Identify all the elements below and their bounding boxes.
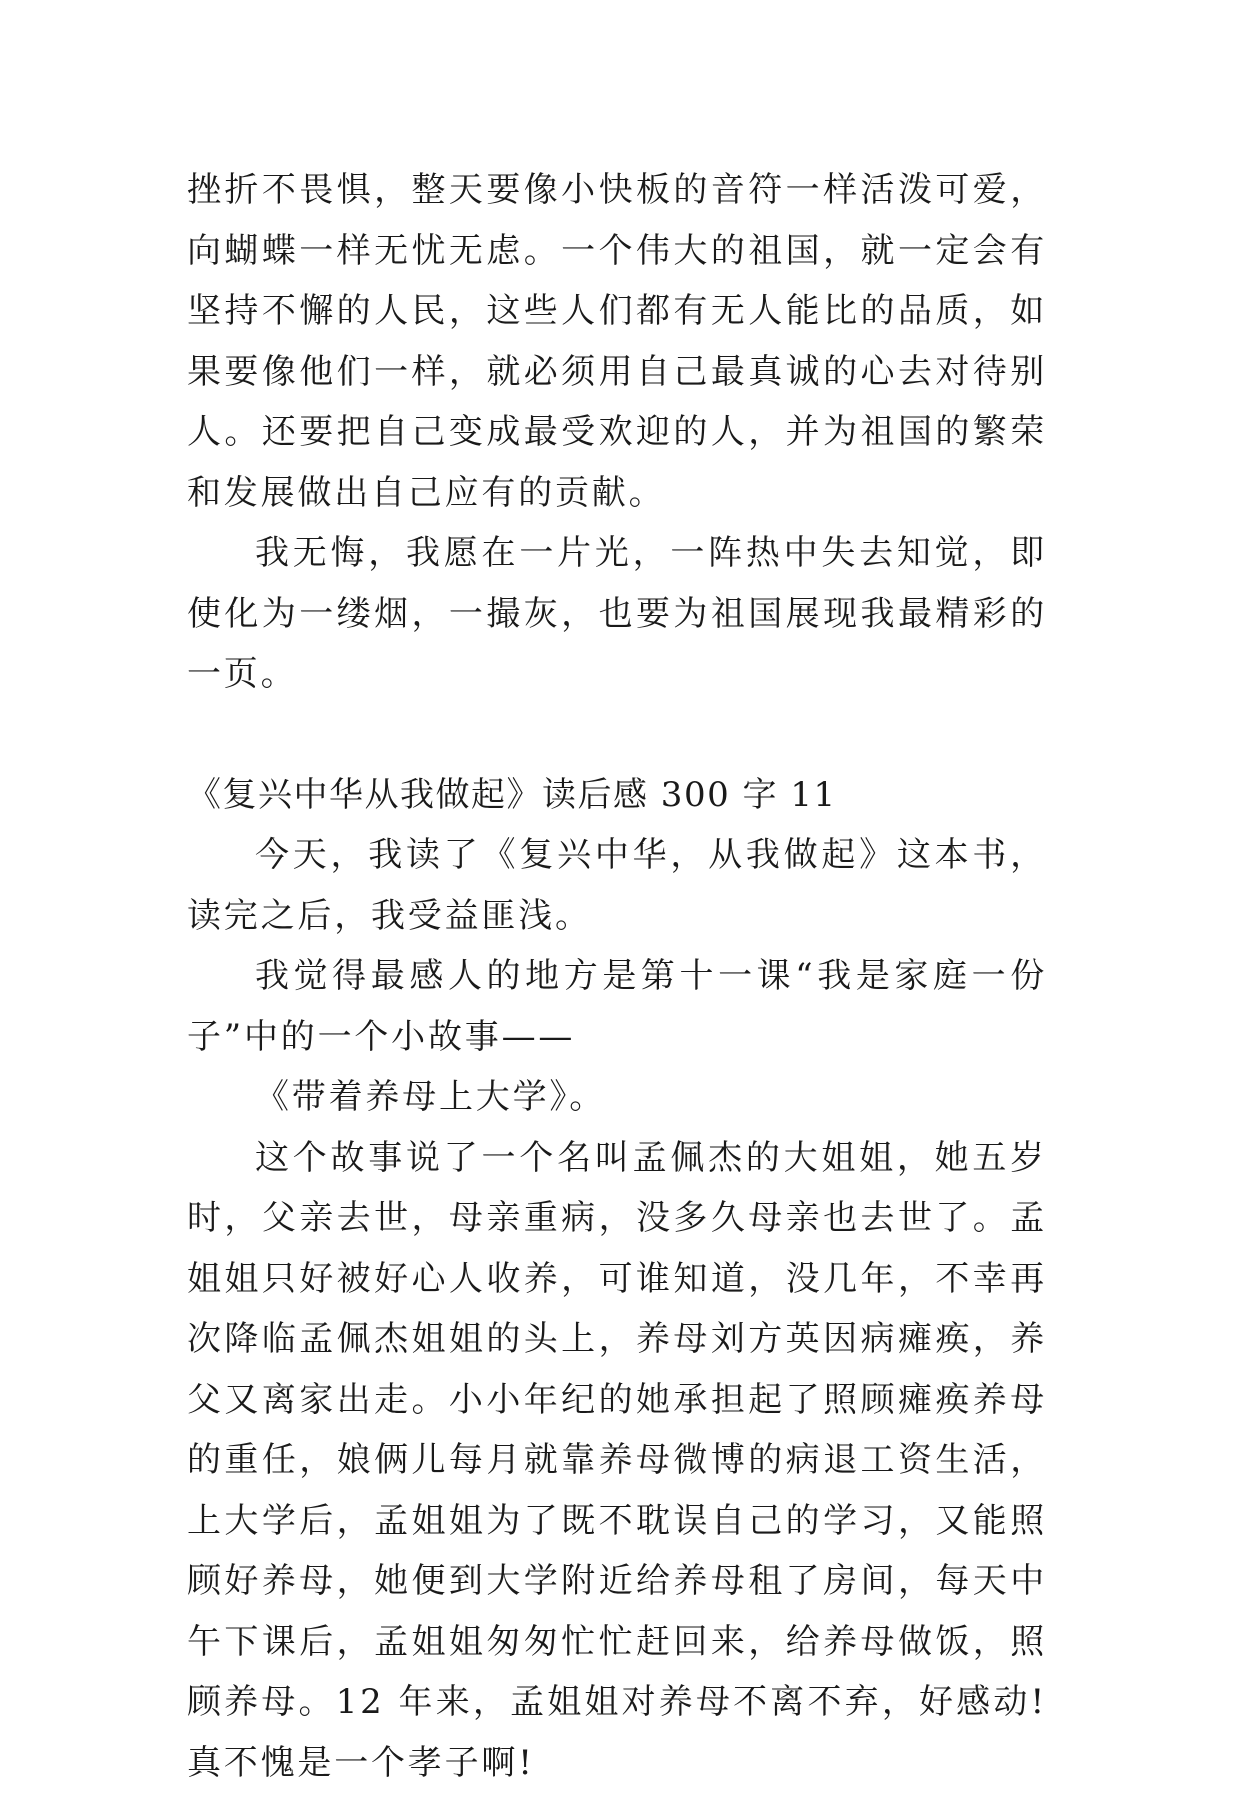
paragraph-no-regret: 我无悔，我愿在一片光，一阵热中失去知觉，即使化为一缕烟，一撮灰，也要为祖国展现我最精彩的一页。 bbox=[187, 523, 1047, 705]
paragraph-story-title: 《带着养母上大学》。 bbox=[187, 1067, 1047, 1128]
paragraph-most-touching: 我觉得最感人的地方是第十一课“我是家庭一份子”中的一个小故事—— bbox=[187, 946, 1047, 1067]
paragraph-today-read: 今天，我读了《复兴中华，从我做起》这本书，读完之后，我受益匪浅。 bbox=[187, 825, 1047, 946]
section-title: 《复兴中华从我做起》读后感 300 字 11 bbox=[187, 765, 1047, 826]
paragraph-story: 这个故事说了一个名叫孟佩杰的大姐姐，她五岁时，父亲去世，母亲重病，没多久母亲也去世了。孟姐姐只好被好心人收养，可谁知道，没几年，不幸再次降临孟佩杰姐姐的头上，养母刘方英因病瘫痪，养父又离家出走。小小年纪的她承担起了照顾瘫痪养母的重任，娘俩儿每月就靠养母微博的病退工资生活，上大学后，孟姐姐为了既不耽误自己的学习，又能照顾好养母，她便到大学附近给养母租了房间，每天中午下课后，孟姐姐匆匆忙忙赶回来，给养母做饭，照顾养母。12 年来，孟姐姐对养母不离不弃，好感动!真不愧是一个孝子啊! bbox=[187, 1128, 1047, 1793]
document-body bbox=[187, 160, 1047, 1793]
paragraph-continued: 挫折不畏惧，整天要像小快板的音符一样活泼可爱，向蝴蝶一样无忧无虑。一个伟大的祖国，就一定会有坚持不懈的人民，这些人们都有无人能比的品质，如果要像他们一样，就必须用自己最真诚的心去对待别人。还要把自己变成最受欢迎的人，并为祖国的繁荣和发展做出自己应有的贡献。 bbox=[187, 160, 1047, 523]
